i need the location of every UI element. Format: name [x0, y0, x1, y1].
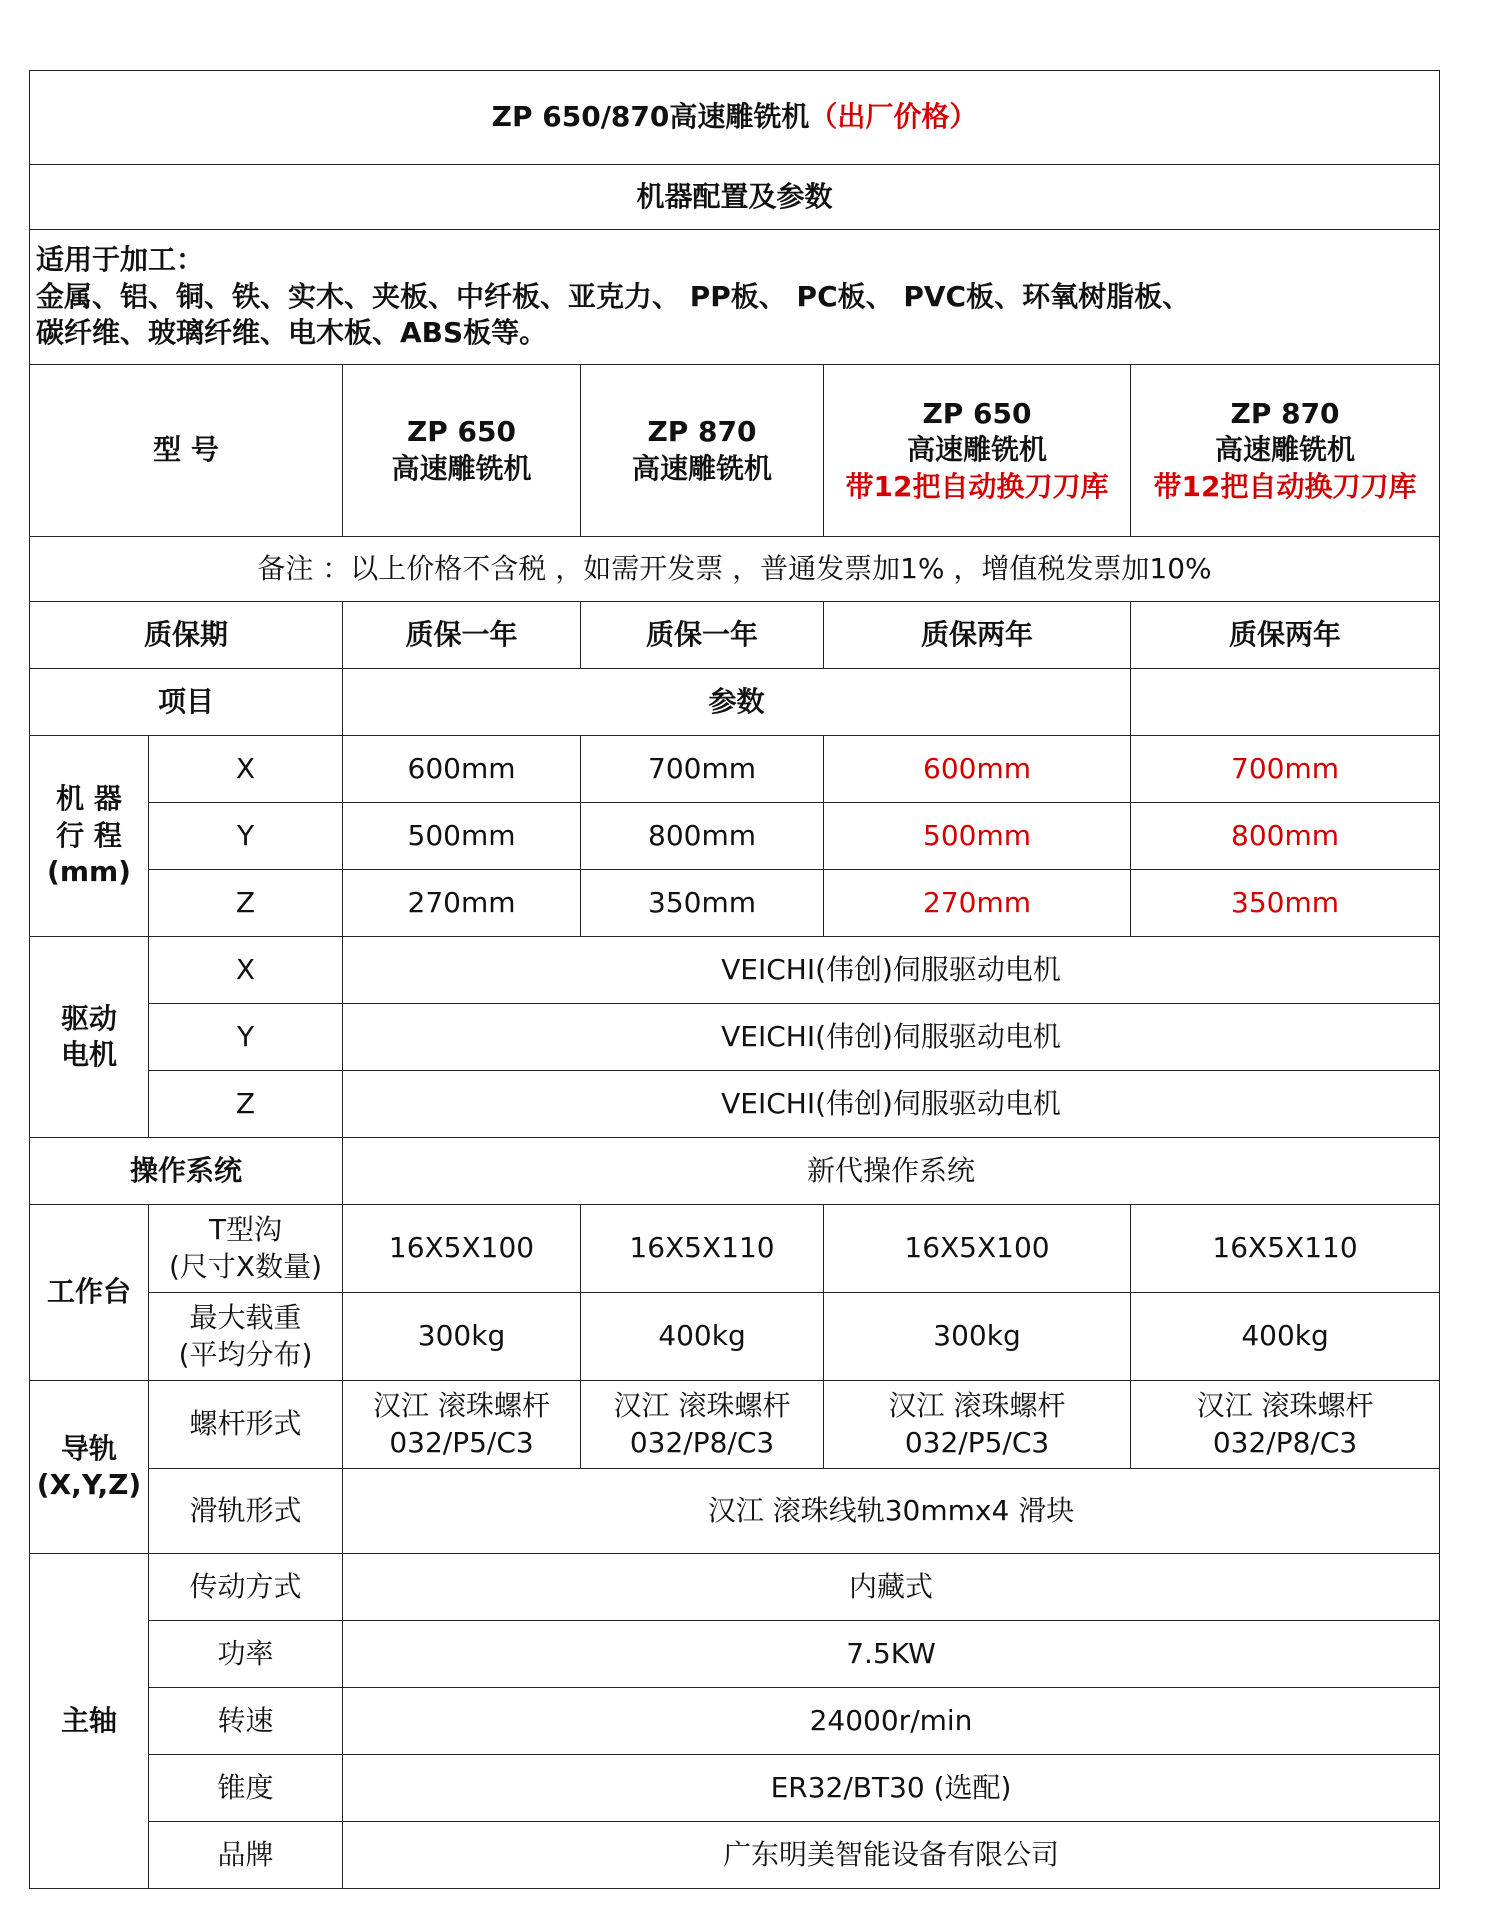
model-extra: 带12把自动换刀刀库: [1153, 469, 1417, 503]
screw-value-line: 汉江 滚珠螺杆: [888, 1389, 1066, 1423]
travel-label-line: (mm): [47, 855, 131, 889]
model-desc: 高速雕铣机: [906, 433, 1047, 467]
spindle-row-value: 24000r/min: [343, 1688, 1440, 1755]
page-title: [30, 71, 1440, 165]
screw-value-line: 032/P5/C3: [389, 1425, 534, 1459]
model-label: 型 号: [30, 365, 343, 537]
guide-label: [30, 1381, 149, 1554]
warranty-value: 质保两年: [824, 602, 1131, 669]
rail-value: 汉江 滚珠线轨30mmx4 滑块: [343, 1469, 1440, 1554]
worktable-label: 工作台: [30, 1205, 149, 1381]
travel-value: 600mm: [343, 736, 581, 803]
model-extra: 带12把自动换刀刀库: [845, 469, 1109, 503]
screw-value: [581, 1381, 824, 1469]
travel-label-line: 机 器: [56, 782, 122, 816]
spindle-row-label: 功率: [149, 1621, 343, 1688]
os-value: 新代操作系统: [343, 1138, 1440, 1205]
guide-label-line: (X,Y,Z): [36, 1468, 142, 1501]
load-label-line: (平均分布): [178, 1337, 313, 1371]
price-note: 备注 ：以上价格不含税 ，如需开发票 ，普通发票加1% ，增值税发票加10%: [30, 537, 1440, 602]
screw-value-line: 032/P8/C3: [629, 1425, 775, 1459]
travel-value: 350mm: [581, 870, 824, 937]
spindle-row-value: ER32/BT30 (选配): [343, 1755, 1440, 1822]
travel-value: 800mm: [581, 803, 824, 870]
screw-value-line: 032/P8/C3: [1212, 1425, 1358, 1459]
screw-value: [1131, 1381, 1440, 1469]
motor-value: VEICHI(伟创)伺服驱动电机: [343, 1004, 1440, 1071]
title-highlight: （出厂价格）: [809, 100, 978, 134]
model-name: ZP 870: [1230, 396, 1340, 430]
travel-value: 600mm: [824, 736, 1131, 803]
axis-label: X: [149, 937, 343, 1004]
tslot-label-line: (尺寸X数量): [168, 1249, 323, 1283]
model-desc: 高速雕铣机: [391, 451, 532, 485]
load-value: 300kg: [824, 1293, 1131, 1381]
screw-value-line: 汉江 滚珠螺杆: [613, 1389, 791, 1423]
tslot-label: [149, 1205, 343, 1293]
load-label: [149, 1293, 343, 1381]
tslot-label-line: T型沟: [208, 1213, 283, 1247]
spindle-row-value: 广东明美智能设备有限公司: [343, 1822, 1440, 1889]
load-label-line: 最大载重: [189, 1301, 302, 1335]
param-header: 参数: [343, 669, 1131, 736]
model-header-3: [824, 365, 1131, 537]
model-name: ZP 870: [647, 415, 757, 449]
motor-label: [30, 937, 149, 1138]
axis-label: Y: [149, 1004, 343, 1071]
motor-label-line: 驱动: [60, 1001, 117, 1035]
usage-line-1: 金属、铝、铜、铁、实木、夹板、中纤板、亚克力、 PP板、 PC板、 PVC板、环氧树脂板、: [36, 279, 1191, 313]
item-header: 项目: [30, 669, 343, 736]
model-desc: 高速雕铣机: [1215, 433, 1356, 467]
empty-header-cell: [1131, 669, 1440, 736]
screw-value: [343, 1381, 581, 1469]
travel-value: 270mm: [824, 870, 1131, 937]
warranty-label: 质保期: [30, 602, 343, 669]
spec-table: [29, 70, 1440, 1889]
model-desc: 高速雕铣机: [631, 451, 772, 485]
axis-label: X: [149, 736, 343, 803]
spindle-row-label: 锥度: [149, 1755, 343, 1822]
travel-value: 700mm: [581, 736, 824, 803]
warranty-value: 质保一年: [343, 602, 581, 669]
model-name: ZP 650: [922, 396, 1032, 430]
load-value: 400kg: [581, 1293, 824, 1381]
warranty-value: 质保两年: [1131, 602, 1440, 669]
motor-value: VEICHI(伟创)伺服驱动电机: [343, 1071, 1440, 1138]
rail-label: 滑轨形式: [149, 1469, 343, 1554]
usage-label: 适用于加工：: [36, 243, 205, 277]
travel-value: 500mm: [824, 803, 1131, 870]
spindle-row-label: 品牌: [149, 1822, 343, 1889]
load-value: 300kg: [343, 1293, 581, 1381]
usage-line-2: 碳纤维、玻璃纤维、电木板、ABS板等。: [36, 316, 548, 350]
screw-value-line: 汉江 滚珠螺杆: [1196, 1389, 1374, 1423]
travel-value: 800mm: [1131, 803, 1440, 870]
model-header-1: [343, 365, 581, 537]
travel-label-line: 行 程: [56, 818, 122, 852]
travel-value: 500mm: [343, 803, 581, 870]
travel-label: [30, 736, 149, 937]
motor-value: VEICHI(伟创)伺服驱动电机: [343, 937, 1440, 1004]
travel-value: 700mm: [1131, 736, 1440, 803]
spindle-row-value: 7.5KW: [343, 1621, 1440, 1688]
tslot-value: 16X5X110: [581, 1205, 824, 1293]
travel-value: 350mm: [1131, 870, 1440, 937]
guide-label-line: 导轨: [60, 1431, 117, 1465]
screw-value-line: 032/P5/C3: [904, 1425, 1050, 1459]
screw-value: [824, 1381, 1131, 1469]
tslot-value: 16X5X110: [1131, 1205, 1440, 1293]
axis-label: Y: [149, 803, 343, 870]
spindle-row-label: 传动方式: [149, 1554, 343, 1621]
model-name: ZP 650: [406, 415, 517, 449]
usage-block: [30, 230, 1440, 365]
tslot-value: 16X5X100: [343, 1205, 581, 1293]
spindle-row-value: 内藏式: [343, 1554, 1440, 1621]
screw-value-line: 汉江 滚珠螺杆: [373, 1389, 550, 1423]
motor-label-line: 电机: [60, 1038, 117, 1071]
load-value: 400kg: [1131, 1293, 1440, 1381]
model-header-4: [1131, 365, 1440, 537]
os-label: 操作系统: [30, 1138, 343, 1205]
spindle-row-label: 转速: [149, 1688, 343, 1755]
travel-value: 270mm: [343, 870, 581, 937]
section-title: 机器配置及参数: [30, 165, 1440, 230]
model-header-2: [581, 365, 824, 537]
warranty-value: 质保一年: [581, 602, 824, 669]
screw-label: 螺杆形式: [149, 1381, 343, 1469]
title-main: ZP 650/870高速雕铣机: [491, 100, 810, 134]
axis-label: Z: [149, 870, 343, 937]
axis-label: Z: [149, 1071, 343, 1138]
tslot-value: 16X5X100: [824, 1205, 1131, 1293]
spindle-label: 主轴: [30, 1554, 149, 1889]
